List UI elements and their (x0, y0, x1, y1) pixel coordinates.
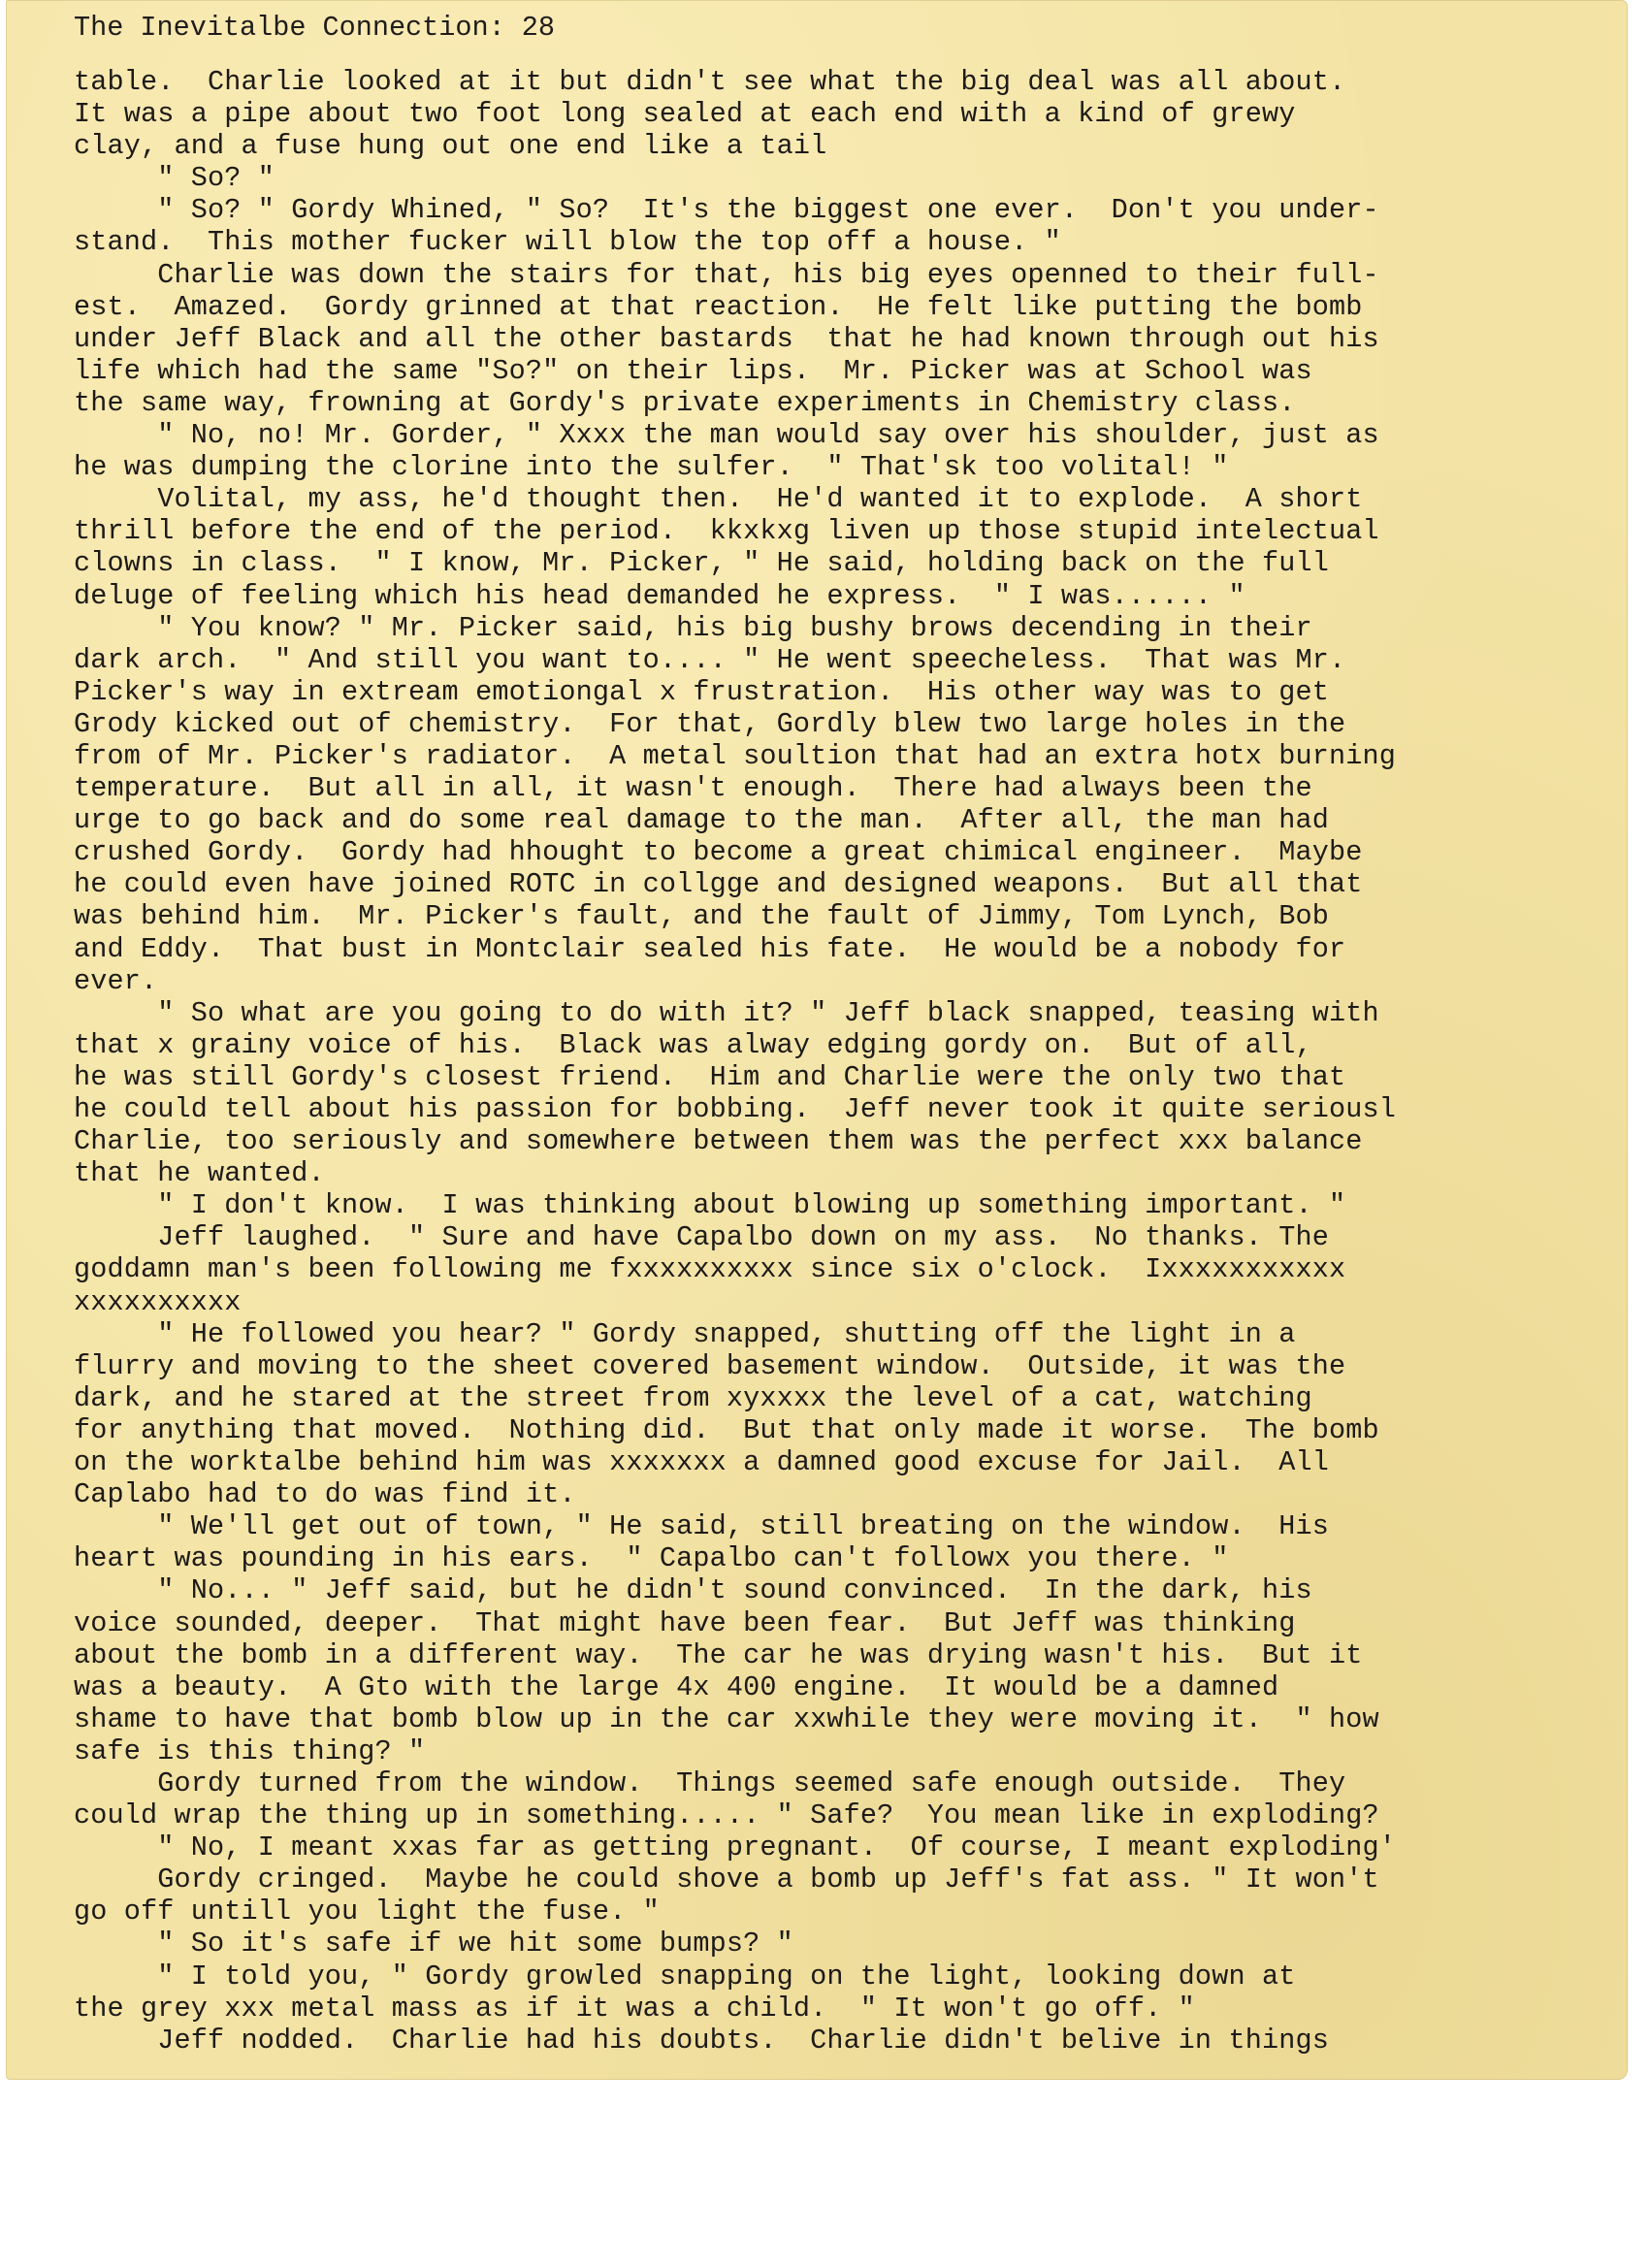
text-line: Caplabo had to do was find it. (74, 1478, 576, 1511)
text-line: Grody kicked out of chemistry. For that, Gordly blew two large holes in the (74, 707, 1346, 740)
text-line: deluge of feeling which his head demanded he express. " I was...... " (74, 579, 1245, 612)
text-line: " No, I meant xxas far as getting pregnant. Of course, I meant exploding' (74, 1831, 1396, 1864)
text-line: voice sounded, deeper. That might have been fear. But Jeff was thinking (74, 1606, 1296, 1639)
text-line: " No, no! Mr. Gorder, " Xxxx the man would say over his shoulder, just as (74, 419, 1379, 452)
text-line: he could tell about his passion for bobbing. Jeff never took it quite seriousl (74, 1093, 1396, 1125)
text-line: safe is this thing? " (74, 1734, 426, 1767)
typewritten-page (6, 0, 1628, 2080)
text-line: the grey xxx metal mass as if it was a child. " It won't go off. " (74, 1992, 1195, 2025)
page-header: The Inevitalbe Connection: 28 (74, 12, 555, 44)
text-line: " I told you, " Gordy growled snapping on the light, looking down at (74, 1960, 1296, 1993)
text-line: was behind him. Mr. Picker's fault, and the fault of Jimmy, Tom Lynch, Bob (74, 900, 1329, 933)
text-line: that x grainy voice of his. Black was alway edging gordy on. But of all, (74, 1028, 1312, 1061)
text-line: about the bomb in a different way. The car he was drying wasn't his. But it (74, 1638, 1363, 1671)
text-line: flurry and moving to the sheet covered basement window. Outside, it was the (74, 1349, 1346, 1382)
text-line: he was still Gordy's closest friend. Him and Charlie were the only two that (74, 1060, 1346, 1093)
text-line: table. Charlie looked at it but didn't see what the big deal was all about. (74, 66, 1346, 98)
text-line: under Jeff Black and all the other bastards that he had known through out his (74, 322, 1379, 355)
text-line: thrill before the end of the period. kkxkxg liven up those stupid intelectual (74, 515, 1379, 548)
text-line: " We'll get out of town, " He said, still breating on the window. His (74, 1510, 1329, 1543)
text-line: est. Amazed. Gordy grinned at that reaction. He felt like putting the bomb (74, 290, 1363, 323)
text-line: and Eddy. That bust in Montclair sealed his fate. He would be a nobody for (74, 932, 1346, 965)
text-line: " No... " Jeff said, but he didn't sound convinced. In the dark, his (74, 1574, 1312, 1607)
text-line: goddamn man's been following me fxxxxxxxxxx since six o'clock. Ixxxxxxxxxxx (74, 1253, 1346, 1286)
text-line: " So? " (74, 162, 275, 195)
text-line: heart was pounding in his ears. " Capalbo can't followx you there. " (74, 1542, 1229, 1575)
text-line: he could even have joined ROTC in collgge and designed weapons. But all that (74, 868, 1363, 901)
text-line: crushed Gordy. Gordy had hhought to become a great chimical engineer. Maybe (74, 836, 1363, 869)
text-line: Jeff nodded. Charlie had his doubts. Charlie didn't belive in things (74, 2024, 1329, 2057)
text-line: dark arch. " And still you want to.... " He went speecheless. That was Mr. (74, 643, 1346, 676)
text-line: Picker's way in extream emotiongal x frustration. His other way was to get (74, 675, 1329, 708)
text-line: go off untill you light the fuse. " (74, 1895, 660, 1928)
text-line: urge to go back and do some real damage to the man. After all, the man had (74, 804, 1329, 837)
text-line: Jeff laughed. " Sure and have Capalbo down on my ass. No thanks. The (74, 1221, 1329, 1254)
text-line: Charlie, too seriously and somewhere between them was the perfect xxx balance (74, 1125, 1363, 1158)
text-line: he was dumping the clorine into the sulfer. " That'sk too volital! " (74, 451, 1229, 484)
text-line: for anything that moved. Nothing did. But that only made it worse. The bomb (74, 1413, 1379, 1446)
text-line: clowns in class. " I know, Mr. Picker, " He said, holding back on the full (74, 547, 1329, 580)
text-line: dark, and he stared at the street from xyxxxx the level of a cat, watching (74, 1381, 1312, 1414)
text-line: that he wanted. (74, 1157, 325, 1190)
text-line: It was a pipe about two foot long sealed at each end with a kind of grewy (74, 98, 1296, 131)
body-text (74, 66, 1626, 2057)
text-line: xxxxxxxxxx (74, 1285, 242, 1318)
text-line: " So it's safe if we hit some bumps? " (74, 1928, 793, 1960)
text-line: Volital, my ass, he'd thought then. He'd wanted it to explode. A short (74, 483, 1363, 516)
text-line: shame to have that bomb blow up in the car xxwhile they were moving it. " how (74, 1702, 1379, 1735)
text-line: the same way, frowning at Gordy's private experiments in Chemistry class. (74, 386, 1296, 419)
text-line: life which had the same "So?" on their lips. Mr. Picker was at School was (74, 354, 1312, 387)
text-line: " I don't know. I was thinking about blowing up something important. " (74, 1189, 1346, 1222)
text-line: from of Mr. Picker's radiator. A metal soultion that had an extra hotx burning (74, 739, 1396, 772)
text-line: stand. This mother fucker will blow the top off a house. " (74, 226, 1061, 259)
text-line: Gordy turned from the window. Things seemed safe enough outside. They (74, 1766, 1346, 1799)
text-line: " He followed you hear? " Gordy snapped, shutting off the light in a (74, 1317, 1296, 1350)
text-line: " So what are you going to do with it? " Jeff black snapped, teasing with (74, 996, 1379, 1029)
text-line: Charlie was down the stairs for that, his big eyes openned to their full- (74, 258, 1379, 291)
text-line: was a beauty. A Gto with the large 4x 400 engine. It would be a damned (74, 1670, 1279, 1703)
text-line: Gordy cringed. Maybe he could shove a bomb up Jeff's fat ass. " It won't (74, 1863, 1379, 1896)
text-line: could wrap the thing up in something..... " Safe? You mean like in exploding? (74, 1799, 1379, 1832)
text-line: " You know? " Mr. Picker said, his big bushy brows decending in their (74, 611, 1312, 644)
text-line: ever. (74, 964, 158, 997)
text-line: clay, and a fuse hung out one end like a tail (74, 130, 827, 163)
text-line: " So? " Gordy Whined, " So? It's the biggest one ever. Don't you under- (74, 194, 1379, 227)
text-line: on the worktalbe behind him was xxxxxxx a damned good excuse for Jail. All (74, 1446, 1329, 1479)
text-line: temperature. But all in all, it wasn't enough. There had always been the (74, 772, 1312, 805)
